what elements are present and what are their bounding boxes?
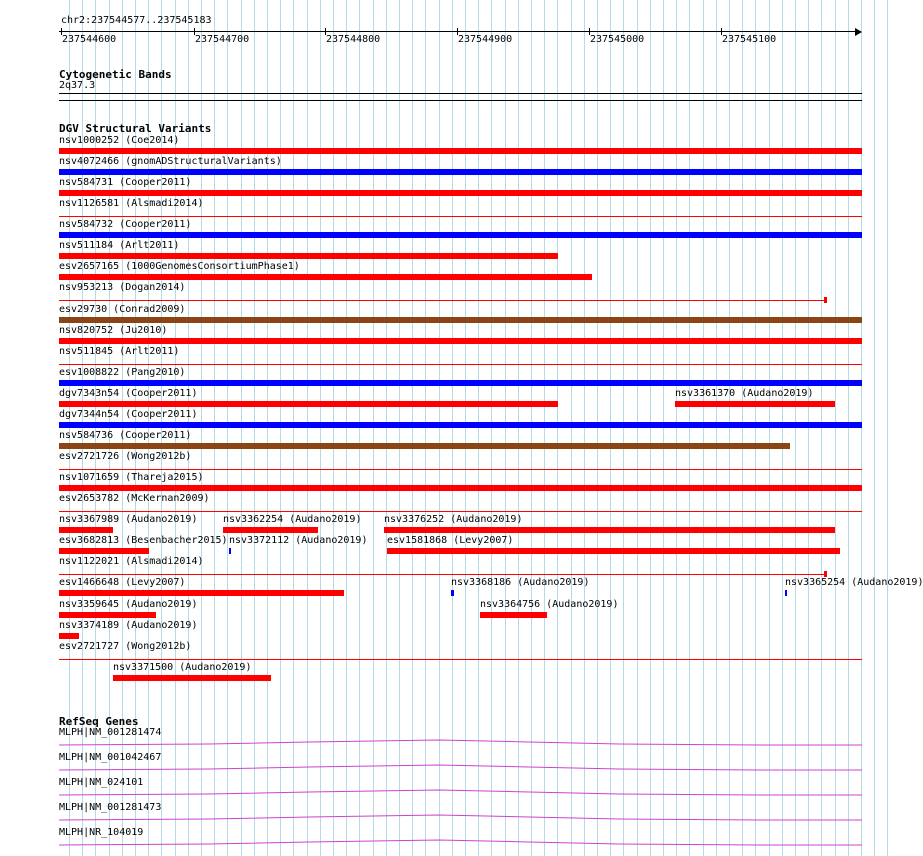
sv-bar bbox=[113, 675, 271, 681]
sv-label: nsv511845 (Arlt2011) bbox=[59, 346, 180, 357]
gene-transcript bbox=[59, 787, 862, 797]
sv-label: nsv820752 (Ju2010) bbox=[59, 325, 168, 336]
grid-line bbox=[610, 0, 611, 856]
sv-label: nsv3364756 (Audano2019) bbox=[480, 599, 619, 610]
sv-label: nsv953213 (Dogan2014) bbox=[59, 282, 186, 293]
sv-label: nsv584736 (Cooper2011) bbox=[59, 430, 192, 441]
sv-bar bbox=[59, 422, 862, 428]
grid-line bbox=[227, 0, 228, 856]
sv-end-mark bbox=[824, 297, 827, 303]
intron-line bbox=[59, 790, 862, 795]
sv-bar bbox=[59, 633, 79, 639]
gene-line-svg bbox=[59, 737, 862, 747]
sv-bar bbox=[59, 274, 592, 280]
sv-label: esv1008822 (Pang2010) bbox=[59, 367, 186, 378]
region-label: chr2:237544577..237545183 bbox=[61, 15, 212, 26]
gene-transcript bbox=[59, 762, 862, 772]
sv-label: nsv1071659 (Thareja2015) bbox=[59, 472, 204, 483]
gene-transcript bbox=[59, 837, 862, 847]
sv-label: dgv7343n54 (Cooper2011) bbox=[59, 388, 198, 399]
grid-line bbox=[821, 0, 822, 856]
sv-label: nsv3362254 (Audano2019) bbox=[223, 514, 362, 525]
sv-bar bbox=[59, 527, 113, 533]
sv-label: esv29730 (Conrad2009) bbox=[59, 304, 186, 315]
sv-line bbox=[59, 216, 862, 217]
sv-label: nsv3368186 (Audano2019) bbox=[451, 577, 590, 588]
grid-line bbox=[280, 0, 281, 856]
grid-line bbox=[795, 0, 796, 856]
grid-line bbox=[346, 0, 347, 856]
sv-bar bbox=[59, 590, 344, 596]
grid-line bbox=[505, 0, 506, 856]
grid-line bbox=[650, 0, 651, 856]
grid-line bbox=[571, 0, 572, 856]
grid-line bbox=[597, 0, 598, 856]
grid-line bbox=[531, 0, 532, 856]
grid-line bbox=[241, 0, 242, 856]
sv-label: nsv3365254 (Audano2019) bbox=[785, 577, 923, 588]
sv-label: nsv3374189 (Audano2019) bbox=[59, 620, 198, 631]
sv-line bbox=[59, 511, 862, 512]
intron-line bbox=[59, 740, 862, 745]
sv-bar bbox=[480, 612, 547, 618]
grid-line bbox=[584, 0, 585, 856]
sv-label: nsv584731 (Cooper2011) bbox=[59, 177, 192, 188]
sv-bar bbox=[785, 590, 787, 596]
grid-line bbox=[293, 0, 294, 856]
grid-line bbox=[861, 0, 862, 856]
grid-line bbox=[835, 0, 836, 856]
ruler-tick-label: 237545000 bbox=[590, 34, 645, 45]
grid-line bbox=[742, 0, 743, 856]
grid-line bbox=[716, 0, 717, 856]
grid-line bbox=[307, 0, 308, 856]
grid-line bbox=[254, 0, 255, 856]
sv-bar bbox=[59, 380, 862, 386]
grid-line bbox=[333, 0, 334, 856]
grid-line bbox=[689, 0, 690, 856]
intron-line bbox=[59, 765, 862, 770]
gene-line-svg bbox=[59, 837, 862, 847]
cytoband-bar bbox=[59, 93, 862, 94]
sv-label: esv3682813 (Besenbacher2015) bbox=[59, 535, 228, 546]
grid-line bbox=[359, 0, 360, 856]
grid-line bbox=[782, 0, 783, 856]
grid-line bbox=[874, 0, 875, 856]
sv-bar bbox=[59, 190, 862, 196]
grid-line bbox=[214, 0, 215, 856]
sv-label: esv1466648 (Levy2007) bbox=[59, 577, 186, 588]
gene-label: MLPH|NM_001281474 bbox=[59, 727, 162, 738]
gene-label: MLPH|NM_001042467 bbox=[59, 752, 162, 763]
sv-label: nsv511184 (Arlt2011) bbox=[59, 240, 180, 251]
track-title-refseq: RefSeq Genes bbox=[59, 715, 139, 728]
grid-line bbox=[703, 0, 704, 856]
sv-line bbox=[59, 300, 827, 301]
sv-label: esv2721727 (Wong2012b) bbox=[59, 641, 192, 652]
grid-line bbox=[267, 0, 268, 856]
intron-line bbox=[59, 815, 862, 820]
grid-line bbox=[320, 0, 321, 856]
grid-line bbox=[557, 0, 558, 856]
grid-line bbox=[808, 0, 809, 856]
sv-label: nsv584732 (Cooper2011) bbox=[59, 219, 192, 230]
ruler-axis bbox=[59, 31, 861, 32]
grid-line bbox=[491, 0, 492, 856]
grid-line bbox=[386, 0, 387, 856]
sv-bar bbox=[59, 232, 862, 238]
grid-line bbox=[848, 0, 849, 856]
gene-line-svg bbox=[59, 787, 862, 797]
sv-bar bbox=[387, 548, 840, 554]
sv-bar bbox=[229, 548, 231, 554]
ruler-tick-label: 237544900 bbox=[458, 34, 513, 45]
grid-line bbox=[755, 0, 756, 856]
grid-line bbox=[373, 0, 374, 856]
gene-label: MLPH|NR_104019 bbox=[59, 827, 144, 838]
grid-line bbox=[465, 0, 466, 856]
grid-line bbox=[637, 0, 638, 856]
grid-line bbox=[412, 0, 413, 856]
grid-line bbox=[399, 0, 400, 856]
grid-line bbox=[425, 0, 426, 856]
sv-line bbox=[59, 469, 862, 470]
track-title-cytoband: Cytogenetic Bands bbox=[59, 68, 172, 81]
grid-line bbox=[769, 0, 770, 856]
sv-bar bbox=[59, 148, 862, 154]
sv-bar bbox=[59, 548, 149, 554]
ruler-tick-label: 237544800 bbox=[326, 34, 381, 45]
sv-bar bbox=[59, 317, 862, 323]
sv-bar bbox=[59, 443, 790, 449]
sv-bar bbox=[451, 590, 454, 596]
sv-bar bbox=[59, 253, 558, 259]
sv-label: dgv7344n54 (Cooper2011) bbox=[59, 409, 198, 420]
ruler-tick-label: 237544600 bbox=[62, 34, 117, 45]
grid-line bbox=[676, 0, 677, 856]
sv-label: nsv3371500 (Audano2019) bbox=[113, 662, 252, 673]
ruler-arrow-icon bbox=[855, 28, 862, 36]
sv-label: esv1581868 (Levy2007) bbox=[387, 535, 514, 546]
sv-bar bbox=[59, 485, 862, 491]
sv-label: nsv3376252 (Audano2019) bbox=[384, 514, 523, 525]
gene-line-svg bbox=[59, 812, 862, 822]
sv-label: nsv4072466 (gnomADStructuralVariants) bbox=[59, 156, 282, 167]
sv-bar bbox=[59, 612, 156, 618]
sv-label: nsv3372112 (Audano2019) bbox=[229, 535, 368, 546]
sv-label: nsv1000252 (Coe2014) bbox=[59, 135, 180, 146]
sv-bar bbox=[59, 401, 558, 407]
sv-label: nsv1126581 (Alsmadi2014) bbox=[59, 198, 204, 209]
gene-label: MLPH|NM_024101 bbox=[59, 777, 144, 788]
sv-bar bbox=[675, 401, 835, 407]
ruler-tick-label: 237544700 bbox=[195, 34, 250, 45]
grid-line bbox=[663, 0, 664, 856]
sv-bar bbox=[384, 527, 835, 533]
sv-line bbox=[59, 659, 862, 660]
ruler-tick-label: 237545100 bbox=[722, 34, 777, 45]
track-divider bbox=[59, 100, 862, 101]
sv-bar bbox=[59, 169, 862, 175]
sv-label: nsv3367989 (Audano2019) bbox=[59, 514, 198, 525]
sv-label: nsv3361370 (Audano2019) bbox=[675, 388, 814, 399]
sv-bar bbox=[223, 527, 318, 533]
intron-line bbox=[59, 840, 862, 845]
track-title-dgv: DGV Structural Variants bbox=[59, 122, 212, 135]
grid-line bbox=[544, 0, 545, 856]
grid-line bbox=[518, 0, 519, 856]
gene-line-svg bbox=[59, 762, 862, 772]
sv-line bbox=[59, 574, 827, 575]
grid-line bbox=[887, 0, 888, 856]
sv-label: nsv3359645 (Audano2019) bbox=[59, 599, 198, 610]
grid-line bbox=[439, 0, 440, 856]
grid-line bbox=[452, 0, 453, 856]
sv-bar bbox=[59, 338, 862, 344]
sv-label: esv2657165 (1000GenomesConsortiumPhase1) bbox=[59, 261, 300, 272]
gene-transcript bbox=[59, 812, 862, 822]
sv-label: esv2721726 (Wong2012b) bbox=[59, 451, 192, 462]
grid-line bbox=[729, 0, 730, 856]
gene-label: MLPH|NM_001281473 bbox=[59, 802, 162, 813]
sv-line bbox=[59, 364, 862, 365]
sv-label: esv2653782 (McKernan2009) bbox=[59, 493, 210, 504]
sv-label: nsv1122021 (Alsmadi2014) bbox=[59, 556, 204, 567]
cytoband-label: 2q37.3 bbox=[59, 80, 96, 91]
grid-line bbox=[623, 0, 624, 856]
gene-transcript bbox=[59, 737, 862, 747]
grid-line bbox=[478, 0, 479, 856]
